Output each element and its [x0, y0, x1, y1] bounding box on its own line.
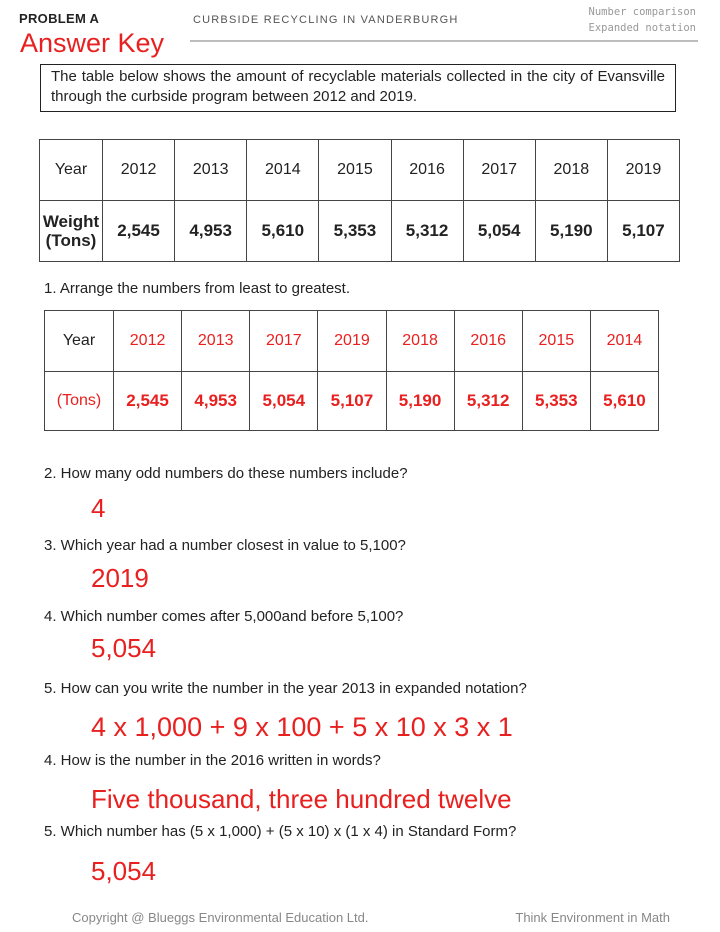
year-cell: 2014	[590, 311, 658, 372]
header-rule	[190, 40, 698, 42]
weight-cell: 5,190	[535, 201, 607, 262]
weight-cell: 5,107	[318, 372, 386, 431]
table-row-weights	[45, 372, 659, 431]
answer-3: 2019	[91, 563, 149, 593]
answer-2: 4	[91, 493, 106, 523]
weight-cell: 2,545	[114, 372, 182, 431]
worksheet-title: CURBSIDE RECYCLING IN VANDERBURGH	[193, 14, 459, 26]
question-3: 3. Which year had a number closest in value to 5,100?	[44, 537, 406, 554]
sorted-table	[44, 310, 659, 431]
answer-5: 4 x 1,000 + 9 x 100 + 5 x 10 x 3 x 1	[91, 712, 513, 742]
table-row-weights	[40, 201, 680, 262]
year-cell: 2016	[391, 140, 463, 201]
problem-label: PROBLEM A	[19, 11, 100, 26]
topic-tag-2: Expanded notation	[588, 22, 696, 34]
year-cell: 2012	[103, 140, 175, 201]
year-cell: 2013	[175, 140, 247, 201]
weight-cell: 5,054	[250, 372, 318, 431]
year-cell: 2014	[247, 140, 319, 201]
question-2: 2. How many odd numbers do these numbers include?	[44, 465, 408, 482]
year-cell: 2019	[607, 140, 679, 201]
tons-header: (Tons)	[45, 372, 114, 431]
table-row-years	[45, 311, 659, 372]
tons-label: (Tons)	[45, 231, 97, 250]
topic-tag-1: Number comparison	[588, 6, 696, 18]
year-cell: 2018	[386, 311, 454, 372]
weight-cell: 5,312	[391, 201, 463, 262]
weight-cell: 4,953	[182, 372, 250, 431]
year-cell: 2019	[318, 311, 386, 372]
year-cell: 2012	[114, 311, 182, 372]
weight-cell: 5,190	[386, 372, 454, 431]
question-5: 5. How can you write the number in the year 2013 in expanded notation?	[44, 680, 527, 697]
weight-cell: 5,312	[454, 372, 522, 431]
year-cell: 2017	[463, 140, 535, 201]
weight-cell: 5,610	[247, 201, 319, 262]
year-header: Year	[45, 311, 114, 372]
answer-7: 5,054	[91, 856, 157, 886]
weight-cell: 4,953	[175, 201, 247, 262]
year-cell: 2015	[522, 311, 590, 372]
weight-cell: 5,054	[463, 201, 535, 262]
weight-cell: 5,107	[607, 201, 679, 262]
answer-4: 5,054	[91, 633, 157, 663]
year-header: Year	[40, 140, 103, 201]
question-7: 5. Which number has (5 x 1,000) + (5 x 10) x (1 x 4) in Standard Form?	[44, 823, 517, 840]
footer-copyright: Copyright @ Blueggs Environmental Education Ltd.	[72, 910, 369, 925]
weight-label: Weight	[42, 212, 100, 231]
weight-cell: 2,545	[103, 201, 175, 262]
data-table	[39, 139, 680, 262]
year-cell: 2015	[319, 140, 391, 201]
question-6: 4. How is the number in the 2016 written in words?	[44, 752, 381, 769]
intro-box: The table below shows the amount of recyclable materials collected in the city of Evansville through the curbside program between 2012 and 2019.	[40, 64, 676, 112]
year-cell: 2018	[535, 140, 607, 201]
weight-header	[40, 201, 103, 262]
table-row-years	[40, 140, 680, 201]
year-cell: 2013	[182, 311, 250, 372]
question-1: 1. Arrange the numbers from least to greatest.	[44, 280, 350, 297]
weight-cell: 5,353	[522, 372, 590, 431]
answer-key-title: Answer Key	[20, 28, 165, 58]
weight-cell: 5,353	[319, 201, 391, 262]
footer-tagline: Think Environment in Math	[515, 910, 670, 925]
year-cell: 2017	[250, 311, 318, 372]
answer-6: Five thousand, three hundred twelve	[91, 784, 512, 814]
question-4: 4. Which number comes after 5,000and before 5,100?	[44, 608, 404, 625]
year-cell: 2016	[454, 311, 522, 372]
weight-cell: 5,610	[590, 372, 658, 431]
